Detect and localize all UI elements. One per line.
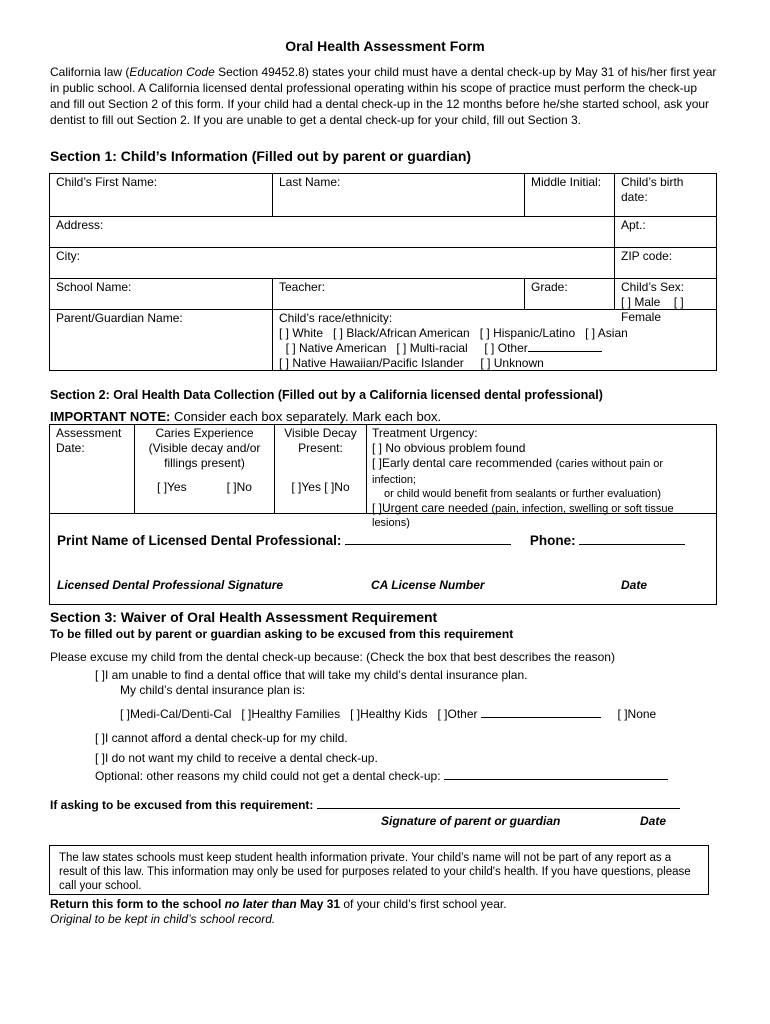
race-options-3[interactable]: [ ] Native Hawaiian/Pacific Islander [ ] Unknown xyxy=(279,356,544,370)
intro-paragraph: California law (Education Code Section 49452.8) states your child must have a dental check-up by May 31 of his/her first year in public school. A California licensed dental professional operating within his scope of practice must perform the check-up and fill out Section 2 of this form. If your child had a dental check-up in the 12 months before he/she started school, ask your dentist to fill out Section 2. If you are unable to get a dental check-up for your child, fill out Section 3. xyxy=(50,65,717,127)
school-name-field[interactable]: School Name: xyxy=(56,280,132,294)
last-name-field[interactable]: Last Name: xyxy=(272,174,524,216)
urgency-none-checkbox[interactable]: [ ] No obvious problem found xyxy=(372,441,526,455)
race-options-2[interactable]: [ ] Native American [ ] Multi-racial [ ] Other xyxy=(279,341,710,356)
race-field: Child’s race/ethnicity: [ ] White [ ] Black/African American [ ] Hispanic/Latino [ ] Asian [ ] Native American [ ] Multi-racial [ ] Other [ ] Native Hawaiian/Pacific Islander [ ] Unknown xyxy=(272,310,716,370)
grade-field[interactable]: Grade: xyxy=(524,279,614,309)
birth-date-field[interactable]: Child’s birth date: xyxy=(614,174,716,216)
teacher-field[interactable]: Teacher: xyxy=(272,279,524,309)
ins-hk-checkbox[interactable]: [ ]Healthy Kids xyxy=(350,707,428,721)
return-instruction: Return this form to the school no later than May 31 of your child’s first school year. xyxy=(50,897,507,911)
name-row xyxy=(50,174,716,216)
important-note: IMPORTANT NOTE: Consider each box separately. Mark each box. xyxy=(50,409,442,424)
page-title: Oral Health Assessment Form xyxy=(285,38,485,54)
race-options-1[interactable]: [ ] White [ ] Black/African American [ ] Hispanic/Latino [ ] Asian xyxy=(279,326,628,340)
signature-label: Licensed Dental Professional Signature xyxy=(57,578,284,592)
section1-heading: Section 1: Child’s Information (Filled out by parent or guardian) xyxy=(50,148,472,164)
reason-not-want-checkbox[interactable]: [ ]I do not want my child to receive a dental check-up. xyxy=(95,751,378,765)
parent-signature-label: Signature of parent or guardian xyxy=(381,814,561,828)
section2-heading: Section 2: Oral Health Data Collection (Filled out by a California licensed dental professional) xyxy=(50,388,603,402)
insurance-options xyxy=(120,707,656,721)
assessment-date-field[interactable]: Assessment Date: xyxy=(56,426,122,455)
sex-male-checkbox[interactable]: [ ] Male xyxy=(621,295,661,309)
ins-hf-checkbox[interactable]: [ ]Healthy Families xyxy=(241,707,341,721)
caries-experience-field: Caries Experience (Visible decay and/or fillings present) [ ]Yes [ ]No xyxy=(134,425,274,513)
privacy-note-box: The law states schools must keep student health information private. Your child’s name will not be part of any report as a result of this law. This information may only be used for purposes related to your child's health. If you have questions, please call your school. xyxy=(49,845,709,895)
sex-field: Child’s Sex: [ ] Male [ ] Female xyxy=(614,279,716,309)
caries-no-checkbox[interactable]: [ ]No xyxy=(226,480,252,494)
parent-signature-blank[interactable] xyxy=(317,808,680,809)
first-name-field[interactable]: Child’s First Name: xyxy=(56,175,158,189)
urgency-urgent-checkbox[interactable]: [ ]Urgent care needed (pain, infection, swelling or soft tissue xyxy=(372,501,674,515)
education-code-text: Education Code xyxy=(129,65,215,79)
visible-decay-field: Visible Decay Present: [ ]Yes [ ]No xyxy=(274,425,366,513)
address-field[interactable]: Address: xyxy=(56,218,104,232)
parent-name-field[interactable]: Parent/Guardian Name: xyxy=(56,311,183,325)
optional-reasons-blank[interactable] xyxy=(444,779,668,780)
child-info-table xyxy=(49,173,717,371)
insurance-plan-label: My child’s dental insurance plan is: xyxy=(120,683,306,697)
license-label: CA License Number xyxy=(371,578,485,592)
reason-insurance-checkbox[interactable]: [ ]I am unable to find a dental office that will take my child’s dental insurance plan. xyxy=(95,668,528,682)
address-row xyxy=(50,216,716,247)
ins-medi-checkbox[interactable]: [ ]Medi-Cal/Denti-Cal xyxy=(120,707,232,721)
section3-instruction: Please excuse my child from the dental check-up because: (Check the box that best describes the reason) xyxy=(50,650,615,664)
city-row xyxy=(50,247,716,278)
urgency-early-checkbox[interactable]: [ ]Early dental care recommended (caries without pain or infection; xyxy=(372,456,664,486)
ins-none-checkbox[interactable]: [ ]None xyxy=(617,707,657,721)
phone-blank[interactable] xyxy=(579,544,685,545)
dental-data-grid xyxy=(50,425,716,529)
reason-afford-checkbox[interactable]: [ ]I cannot afford a dental check-up for my child. xyxy=(95,731,348,745)
optional-reasons-line: Optional: other reasons my child could not get a dental check-up: xyxy=(95,769,668,783)
ins-other-blank[interactable] xyxy=(481,717,601,718)
print-name-blank[interactable] xyxy=(345,544,511,545)
city-field[interactable]: City: xyxy=(56,249,80,263)
excuse-signature-line: If asking to be excused from this requirement: xyxy=(50,798,680,812)
ins-other-checkbox[interactable]: [ ]Other xyxy=(437,707,478,721)
zip-field[interactable]: ZIP code: xyxy=(614,248,716,278)
dental-data-box xyxy=(49,424,717,605)
treatment-urgency-field: Treatment Urgency: [ ] No obvious problem found [ ]Early dental care recommended (caries without pain or infection; or child would benefit from sealants or further evaluation) [ ]Urgent care needed (pain, infection, swelling or soft tissue lesions) xyxy=(366,425,716,513)
parent-date-label: Date xyxy=(640,814,667,828)
apt-field[interactable]: Apt.: xyxy=(614,217,716,247)
decay-yes-no-checkbox[interactable]: [ ]Yes [ ]No xyxy=(291,480,350,494)
caries-yes-checkbox[interactable]: [ ]Yes xyxy=(157,480,187,494)
middle-initial-field[interactable]: Middle Initial: xyxy=(524,174,614,216)
date-label: Date xyxy=(621,578,648,592)
sex-female-checkbox[interactable]: [ ] Female xyxy=(621,295,684,324)
print-name-line: Print Name of Licensed Dental Professional: Phone: xyxy=(57,533,685,548)
original-record-note: Original to be kept in child’s school record. xyxy=(50,912,276,926)
parent-race-row xyxy=(50,309,716,370)
section3-heading: Section 3: Waiver of Oral Health Assessment Requirement xyxy=(50,609,438,625)
section3-subheading: To be filled out by parent or guardian asking to be excused from this requirement xyxy=(50,627,514,641)
race-other-blank[interactable] xyxy=(528,351,602,352)
